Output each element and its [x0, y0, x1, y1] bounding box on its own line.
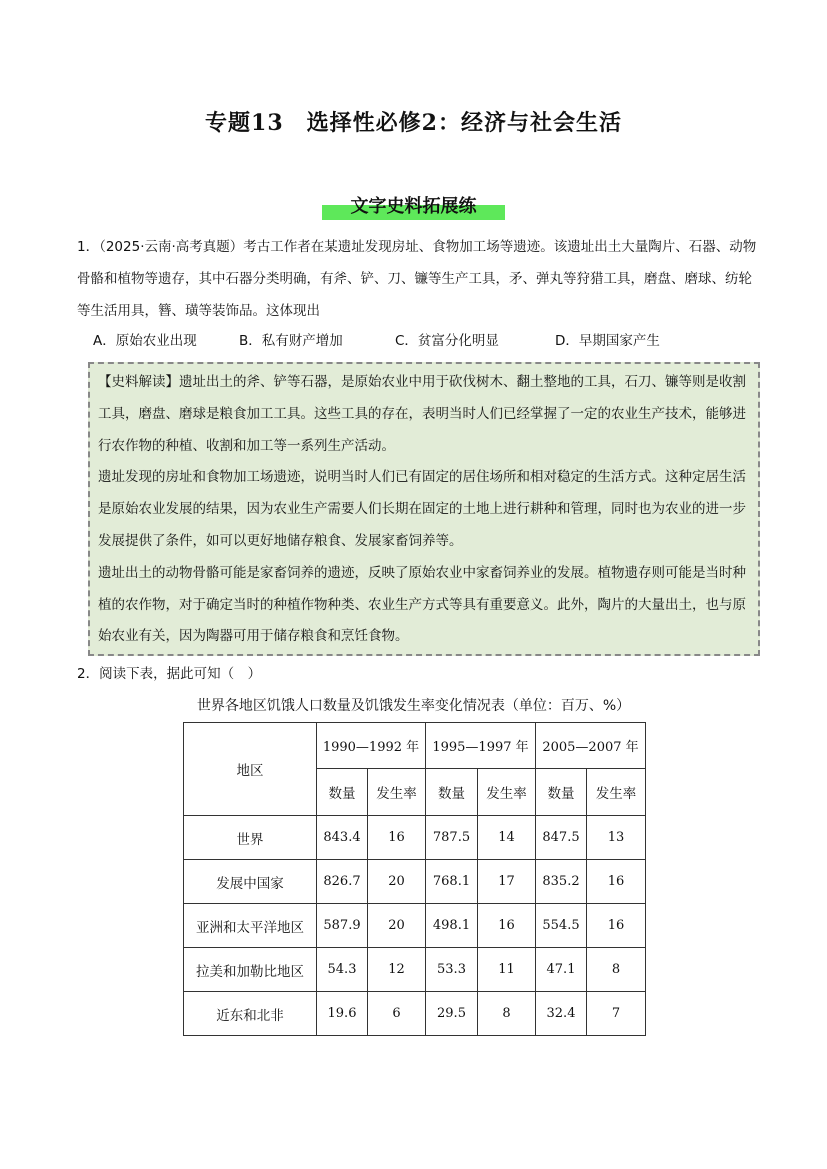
header-sub: 数量	[536, 769, 587, 816]
header-period: 2005—2007 年	[536, 723, 646, 769]
region-cell: 发展中国家	[184, 860, 317, 904]
count-cell: 847.5	[536, 816, 587, 860]
option-a: A．原始农业出现	[93, 333, 197, 349]
rate-cell: 17	[478, 860, 536, 904]
count-cell: 843.4	[317, 816, 368, 860]
count-cell: 498.1	[426, 904, 478, 948]
region-cell: 世界	[184, 816, 317, 860]
table-row	[184, 948, 646, 992]
rate-cell: 8	[478, 992, 536, 1036]
option-b: B．私有财产增加	[239, 333, 343, 349]
analysis-box	[88, 362, 760, 656]
count-cell: 554.5	[536, 904, 587, 948]
header-sub: 发生率	[478, 769, 536, 816]
rate-cell: 16	[587, 860, 646, 904]
rate-cell: 7	[587, 992, 646, 1036]
option-c: C．贫富分化明显	[395, 333, 499, 349]
analysis-paragraph: 【史料解读】遗址出土的斧、铲等石器，是原始农业中用于砍伐树木、翻土整地的工具，石刀、镰等则是收割工具，磨盘、磨球是粮食加工工具。这些工具的存在，表明当时人们已经掌握了一定的农业生产技术，能够进行农作物的种植、收割和加工等一系列生产活动。	[98, 374, 746, 454]
banner-label: 文字史料拓展练	[350, 196, 477, 217]
region-cell: 拉美和加勒比地区	[184, 948, 317, 992]
header-region: 地区	[184, 723, 317, 816]
hunger-table	[183, 722, 646, 1036]
count-cell: 53.3	[426, 948, 478, 992]
rate-cell: 20	[368, 904, 426, 948]
rate-cell: 16	[587, 904, 646, 948]
count-cell: 32.4	[536, 992, 587, 1036]
count-cell: 47.1	[536, 948, 587, 992]
count-cell: 768.1	[426, 860, 478, 904]
header-period: 1990—1992 年	[317, 723, 426, 769]
table-row	[184, 992, 646, 1036]
header-sub: 数量	[317, 769, 368, 816]
table-row	[184, 904, 646, 948]
section-banner	[322, 192, 505, 220]
region-cell: 近东和北非	[184, 992, 317, 1036]
question-2-stem: 2．阅读下表，据此可知（ ）	[77, 666, 262, 682]
count-cell: 587.9	[317, 904, 368, 948]
region-cell: 亚洲和太平洋地区	[184, 904, 317, 948]
rate-cell: 13	[587, 816, 646, 860]
question-1-stem: 1．（2025·云南·高考真题）考古工作者在某遗址发现房址、食物加工场等遗迹。该遗址出土大量陶片、石器、动物 骨骼和植物等遗存，其中石器分类明确，有斧、铲、刀、镰等生产工具，矛、弹丸等狩猎工具，磨盘、磨球、纺轮等生活用具，簪、璜等装饰品。这体现出	[77, 239, 757, 319]
header-sub: 数量	[426, 769, 478, 816]
rate-cell: 8	[587, 948, 646, 992]
rate-cell: 12	[368, 948, 426, 992]
header-period: 1995—1997 年	[426, 723, 536, 769]
rate-cell: 14	[478, 816, 536, 860]
rate-cell: 20	[368, 860, 426, 904]
header-sub: 发生率	[587, 769, 646, 816]
table-row	[184, 860, 646, 904]
page-title: 专题13 选择性必修2：经济与社会生活	[205, 110, 622, 136]
rate-cell: 16	[478, 904, 536, 948]
count-cell: 19.6	[317, 992, 368, 1036]
table-caption: 世界各地区饥饿人口数量及饥饿发生率变化情况表（单位：百万、%）	[196, 698, 631, 714]
count-cell: 29.5	[426, 992, 478, 1036]
analysis-paragraph: 遗址出土的动物骨骼可能是家畜饲养的遗迹，反映了原始农业中家畜饲养业的发展。植物遗存则可能是当时种植的农作物，对于确定当时的种植作物种类、农业生产方式等具有重要意义。此外，陶片的大量出土，也与原始农业有关，因为陶器可用于储存粮食和烹饪食物。	[98, 564, 746, 645]
option-d: D．早期国家产生	[555, 333, 660, 349]
count-cell: 54.3	[317, 948, 368, 992]
table-row	[184, 816, 646, 860]
header-sub: 发生率	[368, 769, 426, 816]
count-cell: 835.2	[536, 860, 587, 904]
count-cell: 826.7	[317, 860, 368, 904]
rate-cell: 6	[368, 992, 426, 1036]
analysis-paragraph: 遗址发现的房址和食物加工场遗迹，说明当时人们已有固定的居住场所和相对稳定的生活方式。这种定居生活是原始农业发展的结果，因为农业生产需要人们长期在固定的土地上进行耕种和管理，同时也为农业的进一步发展提供了条件，如可以更好地储存粮食、发展家畜饲养等。	[98, 469, 746, 549]
count-cell: 787.5	[426, 816, 478, 860]
rate-cell: 16	[368, 816, 426, 860]
rate-cell: 11	[478, 948, 536, 992]
